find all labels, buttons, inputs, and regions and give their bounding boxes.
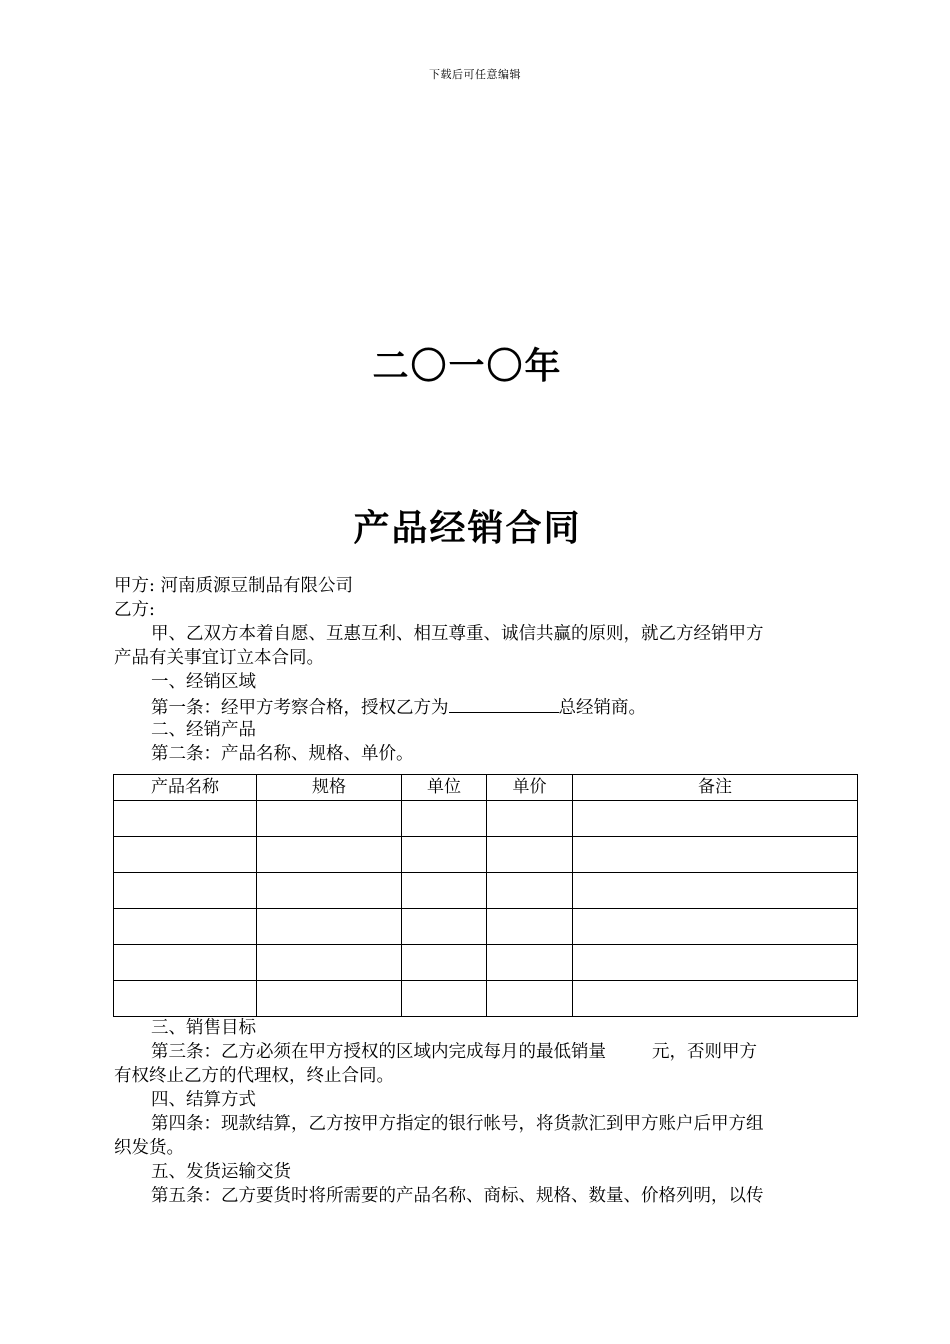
table-cell bbox=[257, 945, 402, 981]
table-header-row bbox=[114, 775, 858, 801]
table-cell bbox=[257, 909, 402, 945]
table-cell bbox=[573, 801, 858, 837]
col-header-unit-price: 单价 bbox=[487, 775, 573, 801]
article-1-text-after: 总经销商。 bbox=[558, 698, 646, 718]
preamble-line-1: 甲、乙双方本着自愿、互惠互利、相互尊重、诚信共赢的原则，就乙方经销甲方 bbox=[151, 624, 764, 644]
article-1-text-before: 第一条：经甲方考察合格，授权乙方为 bbox=[151, 698, 449, 718]
table-cell bbox=[487, 981, 573, 1017]
table-row bbox=[114, 945, 858, 981]
article-4-line-1: 第四条：现款结算，乙方按甲方指定的银行帐号，将货款汇到甲方账户后甲方组 bbox=[151, 1114, 764, 1134]
year-title: 二〇一〇年 bbox=[372, 345, 563, 387]
col-header-unit: 单位 bbox=[402, 775, 487, 801]
table-cell bbox=[114, 909, 257, 945]
article-2: 第二条：产品名称、规格、单价。 bbox=[151, 744, 414, 764]
contract-body-bottom bbox=[114, 1016, 826, 1208]
party-b-line: 乙方: bbox=[114, 600, 155, 620]
table-cell bbox=[402, 801, 487, 837]
section-3-heading: 三、销售目标 bbox=[151, 1018, 256, 1038]
contract-body-top bbox=[114, 574, 826, 766]
table-cell bbox=[402, 837, 487, 873]
col-header-spec: 规格 bbox=[257, 775, 402, 801]
table-cell bbox=[402, 945, 487, 981]
preamble-line-2: 产品有关事宜订立本合同。 bbox=[114, 648, 324, 668]
table-cell bbox=[573, 873, 858, 909]
table-cell bbox=[487, 945, 573, 981]
table-cell bbox=[487, 873, 573, 909]
table-cell bbox=[114, 945, 257, 981]
col-header-remarks: 备注 bbox=[573, 775, 858, 801]
table-cell bbox=[402, 873, 487, 909]
article-5-line-1: 第五条：乙方要货时将所需要的产品名称、商标、规格、数量、价格列明，以传 bbox=[151, 1186, 764, 1206]
table-cell bbox=[487, 837, 573, 873]
document-title: 产品经销合同 bbox=[353, 507, 582, 549]
table-row bbox=[114, 981, 858, 1017]
article-3-line-2: 有权终止乙方的代理权，终止合同。 bbox=[114, 1066, 394, 1086]
col-header-product-name: 产品名称 bbox=[114, 775, 257, 801]
article-4-line-2: 织发货。 bbox=[114, 1138, 184, 1158]
table-row bbox=[114, 909, 858, 945]
party-a-line: 甲方: 河南质源豆制品有限公司 bbox=[114, 576, 353, 596]
table-cell bbox=[257, 981, 402, 1017]
table-cell bbox=[257, 837, 402, 873]
table-cell bbox=[573, 981, 858, 1017]
table-cell bbox=[573, 837, 858, 873]
article-3-line-1 bbox=[114, 1040, 826, 1064]
table-cell bbox=[257, 873, 402, 909]
table-row bbox=[114, 801, 858, 837]
header-note: 下载后可任意编辑 bbox=[429, 68, 521, 81]
table-cell bbox=[487, 801, 573, 837]
table-cell bbox=[114, 801, 257, 837]
table-cell bbox=[257, 801, 402, 837]
article-3-text-after: 元，否则甲方 bbox=[652, 1042, 757, 1062]
article-1 bbox=[114, 694, 826, 718]
table-cell bbox=[402, 909, 487, 945]
table-cell bbox=[114, 873, 257, 909]
section-5-heading: 五、发货运输交货 bbox=[151, 1162, 291, 1182]
table-cell bbox=[114, 981, 257, 1017]
table-row bbox=[114, 873, 858, 909]
product-table bbox=[113, 774, 858, 1017]
table-cell bbox=[402, 981, 487, 1017]
table-cell bbox=[573, 909, 858, 945]
article-3-text-before: 第三条：乙方必须在甲方授权的区域内完成每月的最低销量 bbox=[151, 1042, 606, 1062]
section-2-heading: 二、经销产品 bbox=[151, 720, 256, 740]
table-row bbox=[114, 837, 858, 873]
section-4-heading: 四、结算方式 bbox=[151, 1090, 256, 1110]
distributor-region-blank bbox=[449, 694, 559, 713]
table-cell bbox=[573, 945, 858, 981]
table-cell bbox=[114, 837, 257, 873]
table-cell bbox=[487, 909, 573, 945]
section-1-heading: 一、经销区域 bbox=[151, 672, 256, 692]
